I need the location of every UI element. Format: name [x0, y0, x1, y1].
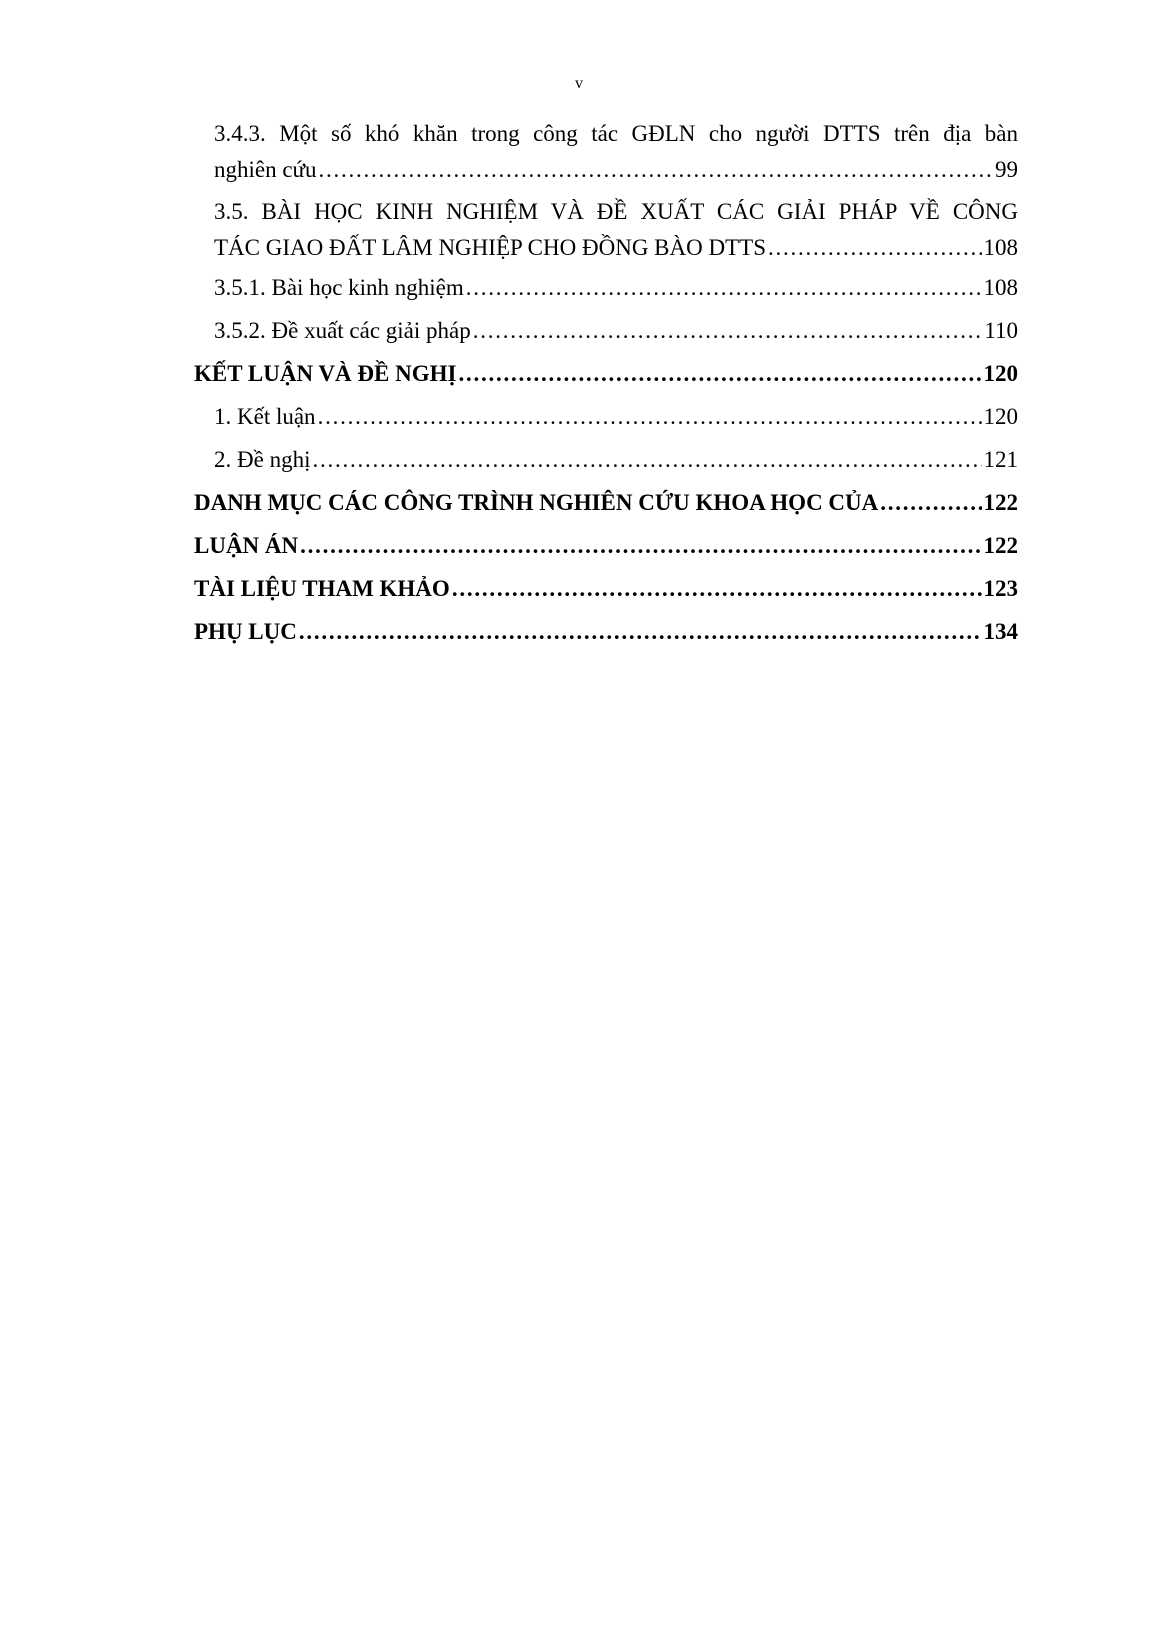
toc-entry-title: 2. Đề nghị — [214, 447, 311, 472]
dot-leader — [458, 352, 981, 395]
table-of-contents — [194, 116, 1018, 653]
dot-leader — [880, 481, 981, 524]
dot-leader — [768, 230, 982, 266]
dot-leader — [318, 395, 982, 438]
toc-entry-luan-an[interactable] — [194, 524, 1018, 567]
toc-entry-title: TÀI LIỆU THAM KHẢO — [194, 576, 450, 601]
toc-entry-title: PHỤ LỤC — [194, 619, 297, 644]
toc-page-number: 110 — [984, 318, 1018, 343]
toc-page-number: 108 — [983, 235, 1018, 260]
toc-entry-tai-lieu-tham-khao[interactable] — [194, 567, 1018, 610]
page-number: v — [575, 75, 583, 92]
toc-entry-3-5-1[interactable] — [194, 266, 1018, 309]
toc-entry-title: 3.5.1. Bài học kinh nghiệm — [214, 275, 464, 300]
toc-page-number: 120 — [983, 361, 1018, 386]
toc-entry-3-5-2[interactable] — [194, 309, 1018, 352]
toc-entry-title: 1. Kết luận — [214, 404, 316, 429]
dot-leader — [319, 152, 993, 188]
toc-entry-title-line: TÁC GIAO ĐẤT LÂM NGHIỆP CHO ĐỒNG BÀO DTTS — [214, 235, 766, 260]
toc-entry-ket-luan[interactable] — [194, 395, 1018, 438]
dot-leader — [452, 567, 982, 610]
toc-page-number: 122 — [983, 533, 1018, 558]
toc-page-number: 108 — [983, 275, 1018, 300]
toc-page-number: 122 — [983, 490, 1018, 515]
toc-entry-ket-luan-va-de-nghi[interactable] — [194, 352, 1018, 395]
toc-entry-title: LUẬN ÁN — [194, 533, 299, 558]
toc-entry-danh-muc-cong-trinh[interactable] — [194, 481, 1018, 524]
toc-entry-de-nghi[interactable] — [194, 438, 1018, 481]
dot-leader — [299, 610, 982, 653]
toc-page-number: 121 — [983, 447, 1018, 472]
toc-entry-title-line: 3.5. BÀI HỌC KINH NGHIỆM VÀ ĐỀ XUẤT CÁC GIẢI PHÁP VỀ CÔNG — [214, 199, 1018, 224]
toc-entry-title: 3.5.2. Đề xuất các giải pháp — [214, 318, 471, 343]
dot-leader — [473, 309, 983, 352]
dot-leader — [312, 438, 981, 481]
toc-entry-3-5[interactable] — [194, 194, 1018, 266]
toc-entry-3-4-3[interactable] — [194, 116, 1018, 188]
toc-entry-title-line: nghiên cứu — [214, 157, 317, 182]
toc-entry-title: DANH MỤC CÁC CÔNG TRÌNH NGHIÊN CỨU KHOA HỌC CỦA — [194, 490, 879, 515]
toc-page-number: 123 — [983, 576, 1018, 601]
dot-leader — [466, 266, 982, 309]
toc-entry-title: KẾT LUẬN VÀ ĐỀ NGHỊ — [194, 361, 457, 386]
toc-entry-phu-luc[interactable] — [194, 610, 1018, 653]
toc-entry-title-line: 3.4.3. Một số khó khăn trong công tác GĐLN cho người DTTS trên địa bàn — [214, 121, 1018, 146]
toc-page-number: 99 — [995, 157, 1018, 182]
toc-page-number: 134 — [983, 619, 1018, 644]
toc-page-number: 120 — [983, 404, 1018, 429]
dot-leader — [300, 524, 981, 567]
